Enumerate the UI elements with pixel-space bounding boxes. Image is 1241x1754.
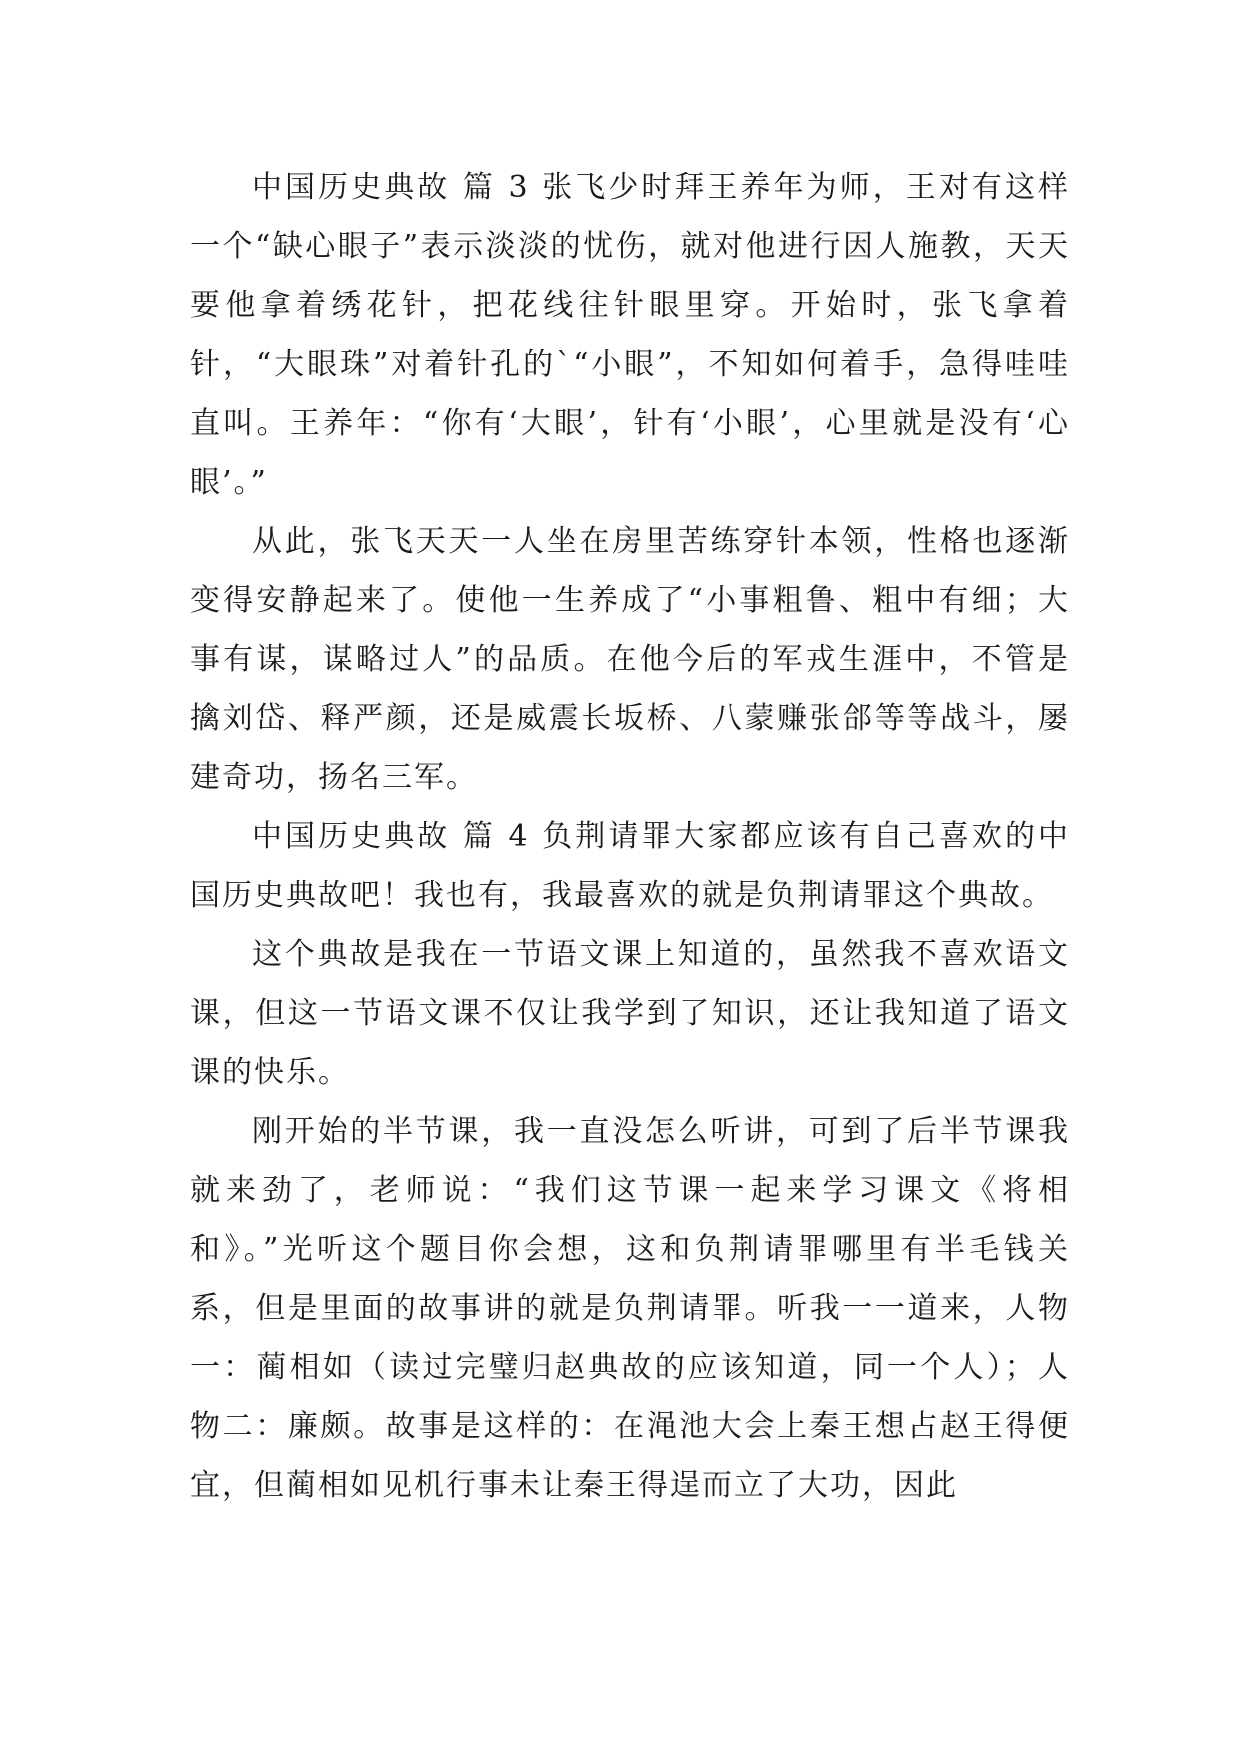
paragraph-2: 从此，张飞天天一人坐在房里苦练穿针本领，性格也逐渐变得安静起来了。使他一生养成了“小事粗鲁、粗中有细；大事有谋，谋略过人”的品质。在他今后的军戎生涯中，不管是擒刘岱、释严颜，还是威震长坂桥、八蒙赚张郃等等战斗，屡建奇功，扬名三军。 bbox=[190, 524, 1070, 795]
paragraph-5: 刚开始的半节课，我一直没怎么听讲，可到了后半节课我就来劲了，老师说：“我们这节课一起来学习课文《将相和》。”光听这个题目你会想，这和负荆请罪哪里有半毛钱关系，但是里面的故事讲的就是负荆请罪。听我一一道来，人物一：蔺相如（读过完璧归赵典故的应该知道，同一个人）；人物二：廉颇。故事是这样的：在渑池大会上秦王想占赵王得便宜，但蔺相如见机行事未让秦王得逞而立了大功，因此 bbox=[190, 1114, 1070, 1503]
paragraph-4: 这个典故是我在一节语文课上知道的，虽然我不喜欢语文课，但这一节语文课不仅让我学到了知识，还让我知道了语文课的快乐。 bbox=[190, 937, 1070, 1090]
document-body bbox=[190, 158, 1070, 1515]
paragraph-3: 中国历史典故 篇 4 负荆请罪大家都应该有自己喜欢的中国历史典故吧！我也有，我最喜欢的就是负荆请罪这个典故。 bbox=[190, 819, 1070, 913]
paragraph-1: 中国历史典故 篇 3 张飞少时拜王养年为师，王对有这样一个“缺心眼子”表示淡淡的忧伤，就对他进行因人施教，天天要他拿着绣花针，把花线往针眼里穿。开始时，张飞拿着针，“大眼珠”对着针孔的`“小眼”，不知如何着手，急得哇哇直叫。王养年：“你有‘大眼’，针有‘小眼’，心里就是没有‘心眼’。” bbox=[190, 170, 1070, 500]
